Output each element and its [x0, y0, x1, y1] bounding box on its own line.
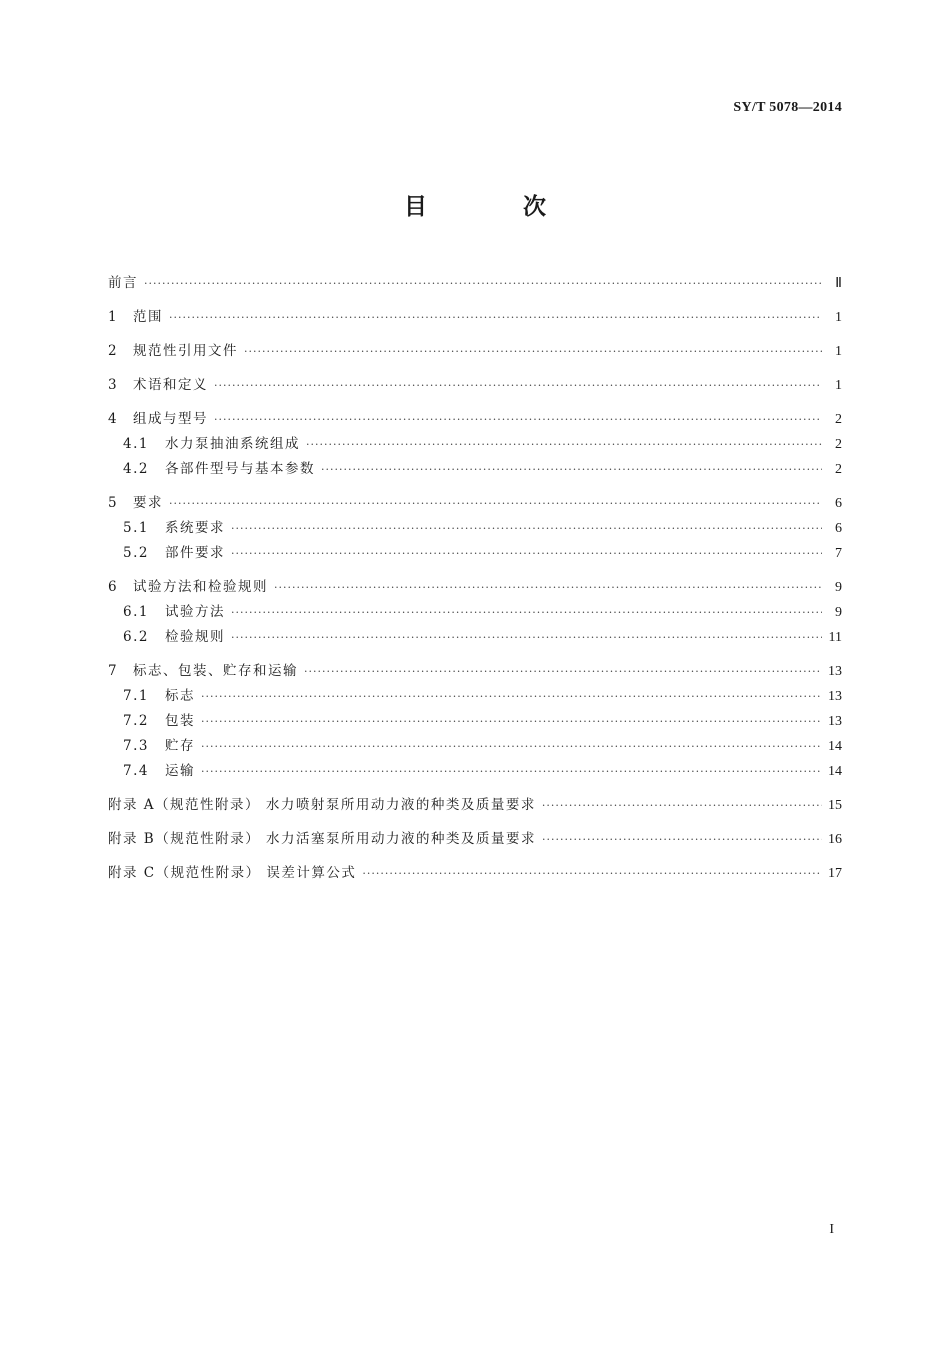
dot-leader: [201, 715, 822, 728]
toc-entry-page: 2: [835, 412, 842, 427]
toc-entry-number: 1: [108, 309, 119, 325]
toc-entry-number: 4.1: [123, 436, 149, 452]
toc-entry-page: 7: [835, 546, 842, 561]
toc-entry-label: 试验方法和检验规则: [133, 579, 268, 595]
toc-entry[interactable]: [108, 684, 842, 709]
toc-entry[interactable]: [108, 491, 842, 516]
toc-entry[interactable]: [108, 575, 842, 600]
toc-entry-page: 6: [835, 521, 842, 536]
dot-leader: [542, 833, 822, 846]
page-title: 目 次: [403, 194, 590, 220]
toc-entry-number: 7.2: [123, 713, 149, 729]
dot-leader: [231, 631, 822, 644]
toc-entry[interactable]: [108, 827, 842, 852]
dot-leader: [169, 311, 822, 324]
toc-entry-page: 13: [828, 714, 842, 729]
toc-entry[interactable]: [108, 659, 842, 684]
toc-entry-label: 术语和定义: [133, 377, 208, 393]
toc-entry-page: 13: [828, 664, 842, 679]
toc-entry-label: 标志、包装、贮存和运输: [133, 663, 298, 679]
dot-leader: [201, 690, 822, 703]
toc-entry-number: 5: [108, 495, 119, 511]
toc-entry-label: 附录 B（规范性附录） 水力活塞泵所用动力液的种类及质量要求: [108, 831, 537, 847]
toc-entry[interactable]: [108, 457, 842, 482]
toc-entry[interactable]: [108, 793, 842, 818]
dot-leader: [201, 740, 822, 753]
toc-entry-label: 规范性引用文件: [133, 343, 238, 359]
toc-entry-number: 2: [108, 343, 119, 359]
toc-entry[interactable]: [108, 734, 842, 759]
toc-entry-number: 7: [108, 663, 119, 679]
dot-leader: [231, 522, 822, 535]
toc-entry-label: 试验方法: [165, 604, 225, 620]
toc-entry-label: 标志: [165, 688, 195, 704]
toc-entry-number: 7.1: [123, 688, 149, 704]
toc-entry-label: 部件要求: [165, 545, 225, 561]
toc-entry-page: 14: [828, 764, 842, 779]
standard-code: SY/T 5078—2014: [733, 100, 842, 115]
dot-leader: [304, 665, 822, 678]
toc-entry-label: 贮存: [165, 738, 195, 754]
dot-leader: [169, 497, 822, 510]
toc-entry[interactable]: [108, 709, 842, 734]
dot-leader: [274, 581, 822, 594]
dot-leader: [201, 765, 822, 778]
toc-entry[interactable]: [108, 516, 842, 541]
dot-leader: [321, 463, 822, 476]
toc-entry-page: 1: [835, 378, 842, 393]
toc-entry-page: 9: [835, 580, 842, 595]
toc-entry-label: 范围: [133, 309, 163, 325]
toc-entry-label: 附录 A（规范性附录） 水力喷射泵所用动力液的种类及质量要求: [108, 797, 536, 813]
toc-entry-number: 4.2: [123, 461, 149, 477]
toc-entry[interactable]: [108, 271, 842, 296]
toc-entry-page: 15: [828, 798, 842, 813]
toc-entry-page: 9: [835, 605, 842, 620]
toc-entry-label: 系统要求: [165, 520, 225, 536]
toc-entry-page: 2: [835, 462, 842, 477]
dot-leader: [144, 277, 822, 290]
dot-leader: [231, 547, 822, 560]
toc-entry-label: 各部件型号与基本参数: [165, 461, 315, 477]
toc-entry-number: 5.1: [123, 520, 149, 536]
toc-entry[interactable]: [108, 625, 842, 650]
dot-leader: [214, 379, 822, 392]
toc-entry[interactable]: [108, 407, 842, 432]
toc-entry[interactable]: [108, 600, 842, 625]
table-of-contents: [108, 271, 842, 886]
toc-entry-label: 检验规则: [165, 629, 225, 645]
dot-leader: [214, 413, 822, 426]
toc-entry[interactable]: [108, 541, 842, 566]
toc-entry-label: 附录 C（规范性附录） 误差计算公式: [108, 865, 357, 881]
toc-entry-page: 14: [828, 739, 842, 754]
toc-entry-page: 16: [828, 832, 842, 847]
toc-entry-page: 1: [835, 344, 842, 359]
toc-entry-number: 6: [108, 579, 119, 595]
toc-entry-page: Ⅱ: [835, 276, 842, 291]
toc-entry-label: 包装: [165, 713, 195, 729]
toc-entry-page: 17: [828, 866, 842, 881]
toc-entry-number: 7.4: [123, 763, 149, 779]
toc-entry-number: 3: [108, 377, 119, 393]
dot-leader: [244, 345, 822, 358]
toc-entry-page: 6: [835, 496, 842, 511]
toc-entry-number: 6.2: [123, 629, 149, 645]
dot-leader: [306, 438, 822, 451]
toc-entry-number: 6.1: [123, 604, 149, 620]
toc-entry[interactable]: [108, 339, 842, 364]
toc-entry-page: 11: [828, 630, 842, 645]
dot-leader: [542, 799, 822, 812]
toc-entry[interactable]: [108, 432, 842, 457]
toc-entry-label: 前言: [108, 275, 138, 291]
toc-entry-number: 4: [108, 411, 119, 427]
toc-entry-page: 1: [835, 310, 842, 325]
toc-entry[interactable]: [108, 373, 842, 398]
toc-entry[interactable]: [108, 759, 842, 784]
toc-entry-label: 组成与型号: [133, 411, 208, 427]
dot-leader: [362, 867, 822, 880]
toc-entry-number: 7.3: [123, 738, 149, 754]
toc-entry[interactable]: [108, 861, 842, 886]
toc-entry-page: 2: [835, 437, 842, 452]
dot-leader: [231, 606, 822, 619]
toc-entry-label: 要求: [133, 495, 163, 511]
footer-page-number: I: [829, 1222, 834, 1237]
toc-entry-label: 水力泵抽油系统组成: [165, 436, 300, 452]
toc-entry-number: 5.2: [123, 545, 149, 561]
toc-entry[interactable]: [108, 305, 842, 330]
toc-entry-label: 运输: [165, 763, 195, 779]
toc-entry-page: 13: [828, 689, 842, 704]
